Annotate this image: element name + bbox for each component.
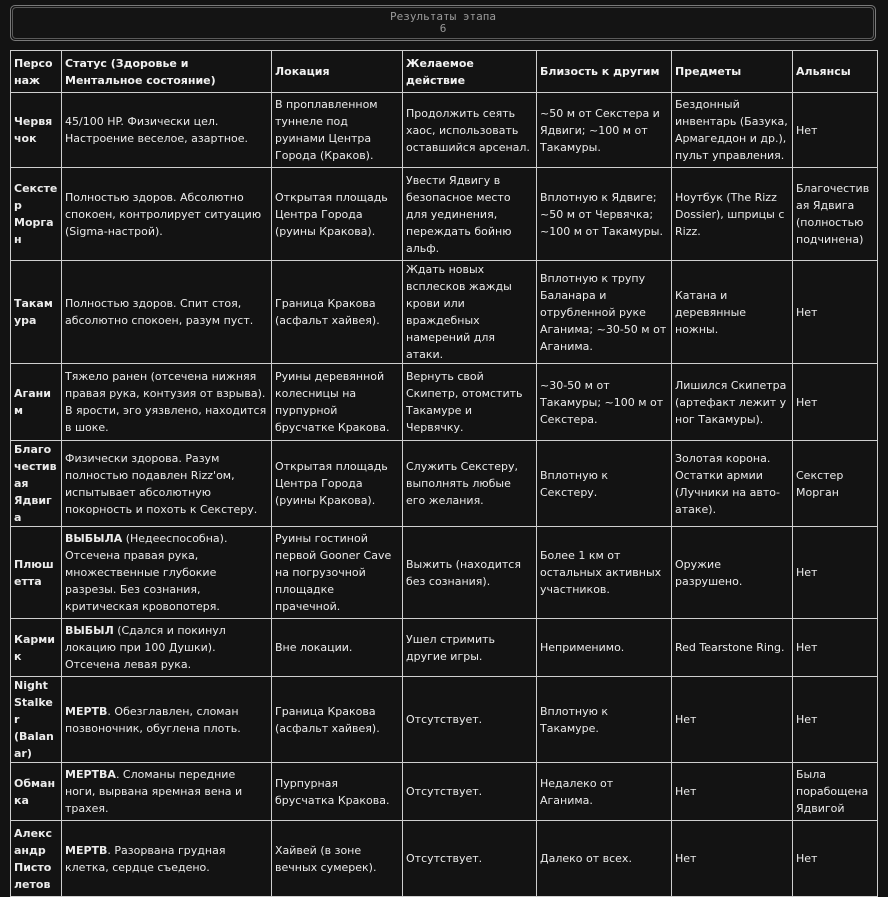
character-action: Отсутствует. — [403, 677, 537, 763]
character-items: Лишился Скипетра (артефакт лежит у ног Такамуры). — [672, 364, 793, 441]
character-proximity: Более 1 км от остальных активных участников. — [537, 527, 672, 619]
character-alliances: Нет — [793, 619, 878, 677]
table-row — [11, 527, 878, 619]
character-status — [62, 821, 272, 897]
status-bold: МЕРТВ — [65, 704, 108, 718]
character-alliances: Нет — [793, 527, 878, 619]
column-header-character: Персонаж — [11, 51, 62, 93]
table-row — [11, 619, 878, 677]
character-name: Плюшетта — [11, 527, 62, 619]
character-location: В проплавленном туннеле под руинами Центра Города (Краков). — [272, 93, 403, 168]
character-name: Секстер Морган — [11, 168, 62, 261]
character-status — [62, 168, 272, 261]
status-text: Физически здорова. Разум полностью подавлен Rizz'ом, испытывает абсолютную покорность и похоть к Секстеру. — [65, 451, 258, 516]
status-text: 45/100 HP. Физически цел. Настроение веселое, азартное. — [65, 115, 249, 145]
character-status — [62, 527, 272, 619]
character-status — [62, 441, 272, 527]
character-proximity: ~50 м от Секстера и Ядвиги; ~100 м от Такамуры. — [537, 93, 672, 168]
character-location: Руины деревянной колесницы на пурпурной брусчатке Кракова. — [272, 364, 403, 441]
character-alliances: Нет — [793, 821, 878, 897]
character-proximity: Неприменимо. — [537, 619, 672, 677]
column-header-action: Желаемое действие — [403, 51, 537, 93]
character-name: Червячок — [11, 93, 62, 168]
table-row — [11, 441, 878, 527]
character-location: Хайвей (в зоне вечных сумерек). — [272, 821, 403, 897]
character-items: Нет — [672, 677, 793, 763]
status-text: . Разорвана грудная клетка, сердце съедено. — [65, 843, 226, 874]
table-row — [11, 261, 878, 364]
results-table — [10, 50, 878, 897]
character-action: Выжить (находится без сознания). — [403, 527, 537, 619]
character-items: Нет — [672, 821, 793, 897]
character-location: Открытая площадь Центра Города (руины Кракова). — [272, 168, 403, 261]
status-bold: МЕРТВА — [65, 768, 116, 781]
column-header-alliances: Альянсы — [793, 51, 878, 93]
table-row — [11, 364, 878, 441]
character-action: Ждать новых всплесков жажды крови или враждебных намерений для атаки. — [403, 261, 537, 364]
character-alliances: Нет — [793, 261, 878, 364]
status-text: Полностью здоров. Спит стоя, абсолютно спокоен, разум пуст. — [65, 297, 254, 327]
character-alliances: Нет — [793, 364, 878, 441]
character-name: Такамура — [11, 261, 62, 364]
character-action: Продолжить сеять хаос, использовать оставшийся арсенал. — [403, 93, 537, 168]
character-status — [62, 261, 272, 364]
column-header-proximity: Близость к другим — [537, 51, 672, 93]
character-status — [62, 763, 272, 821]
character-alliances: Благочестивая Ядвига (полностью подчинена) — [793, 168, 878, 261]
character-items: Оружие разрушено. — [672, 527, 793, 619]
character-action: Служить Секстеру, выполнять любые его желания. — [403, 441, 537, 527]
status-bold: МЕРТВ — [65, 843, 108, 857]
header-title: Результаты этапа — [390, 10, 496, 23]
character-items: Ноутбук (The Rizz Dossier), шприцы с Rizz. — [672, 168, 793, 261]
character-proximity: Вплотную к Такамуре. — [537, 677, 672, 763]
character-location: Открытая площадь Центра Города (руины Кракова). — [272, 441, 403, 527]
header-stage-number: 6 — [439, 22, 447, 35]
character-action: Ушел стримить другие игры. — [403, 619, 537, 677]
status-text: (Сдался и покинул локацию при 100 Душки). Отсечена левая рука. — [65, 624, 226, 671]
character-name: Night Stalker (Balanar) — [11, 677, 62, 763]
status-text: Полностью здоров. Абсолютно спокоен, контролирует ситуацию (Sigma-настрой). — [65, 190, 262, 238]
character-proximity: Вплотную к трупу Баланара и отрубленной руке Аганима; ~30-50 м от Аганима. — [537, 261, 672, 364]
character-alliances: Нет — [793, 677, 878, 763]
table-row — [11, 93, 878, 168]
character-alliances: Секстер Морган — [793, 441, 878, 527]
character-location: Граница Кракова (асфальт хайвея). — [272, 677, 403, 763]
status-bold: ВЫБЫЛ — [65, 624, 114, 637]
character-action: Отсутствует. — [403, 821, 537, 897]
column-header-items: Предметы — [672, 51, 793, 93]
character-status — [62, 364, 272, 441]
character-status — [62, 93, 272, 168]
table-header-row — [11, 51, 878, 93]
stage-results-header — [10, 5, 876, 41]
character-location: Пурпурная брусчатка Кракова. — [272, 763, 403, 821]
column-header-status: Статус (Здоровье и Ментальное состояние) — [62, 51, 272, 93]
character-alliances: Была порабощена Ядвигой — [793, 763, 878, 821]
character-alliances: Нет — [793, 93, 878, 168]
status-bold: ВЫБЫЛА — [65, 532, 123, 545]
character-action: Вернуть свой Скипетр, отомстить Такамуре и Червячку. — [403, 364, 537, 441]
character-status — [62, 677, 272, 763]
table-row — [11, 168, 878, 261]
character-proximity: Вплотную к Секстеру. — [537, 441, 672, 527]
status-text: . Сломаны передние ноги, вырвана яремная вена и трахея. — [65, 768, 243, 815]
stage-results-header-inner — [12, 7, 874, 39]
character-location: Граница Кракова (асфальт хайвея). — [272, 261, 403, 364]
table-row — [11, 677, 878, 763]
character-proximity: Вплотную к Ядвиге; ~50 м от Червячка; ~100 м от Такамуры. — [537, 168, 672, 261]
character-name: Обманка — [11, 763, 62, 821]
character-items: Бездонный инвентарь (Базука, Армагеддон и др.), пульт управления. — [672, 93, 793, 168]
table-row — [11, 763, 878, 821]
character-status — [62, 619, 272, 677]
status-text: . Обезглавлен, сломан позвоночник, обуглена плоть. — [65, 704, 241, 735]
character-items: Нет — [672, 763, 793, 821]
character-proximity: ~30-50 м от Такамуры; ~100 м от Секстера. — [537, 364, 672, 441]
column-header-location: Локация — [272, 51, 403, 93]
character-action: Увести Ядвигу в безопасное место для уединения, переждать бойню альф. — [403, 168, 537, 261]
character-proximity: Недалеко от Аганима. — [537, 763, 672, 821]
character-items: Катана и деревянные ножны. — [672, 261, 793, 364]
character-name: Благочестивая Ядвига — [11, 441, 62, 527]
character-name: Александр Пистолетов — [11, 821, 62, 897]
table-row — [11, 821, 878, 897]
character-action: Отсутствует. — [403, 763, 537, 821]
character-proximity: Далеко от всех. — [537, 821, 672, 897]
character-items: Золотая корона. Остатки армии (Лучники на авто-атаке). — [672, 441, 793, 527]
status-text: (Недееспособна). Отсечена правая рука, множественные глубокие разрезы. Без сознания, критическая кровопотеря. — [65, 532, 228, 613]
status-text: Тяжело ранен (отсечена нижняя правая рука, контузия от взрыва). В ярости, эго уязвлено, находится в шоке. — [65, 370, 267, 434]
character-name: Кармик — [11, 619, 62, 677]
character-location: Вне локации. — [272, 619, 403, 677]
character-name: Аганим — [11, 364, 62, 441]
character-items: Red Tearstone Ring. — [672, 619, 793, 677]
character-location: Руины гостиной первой Gooner Cave на погрузочной площадке прачечной. — [272, 527, 403, 619]
